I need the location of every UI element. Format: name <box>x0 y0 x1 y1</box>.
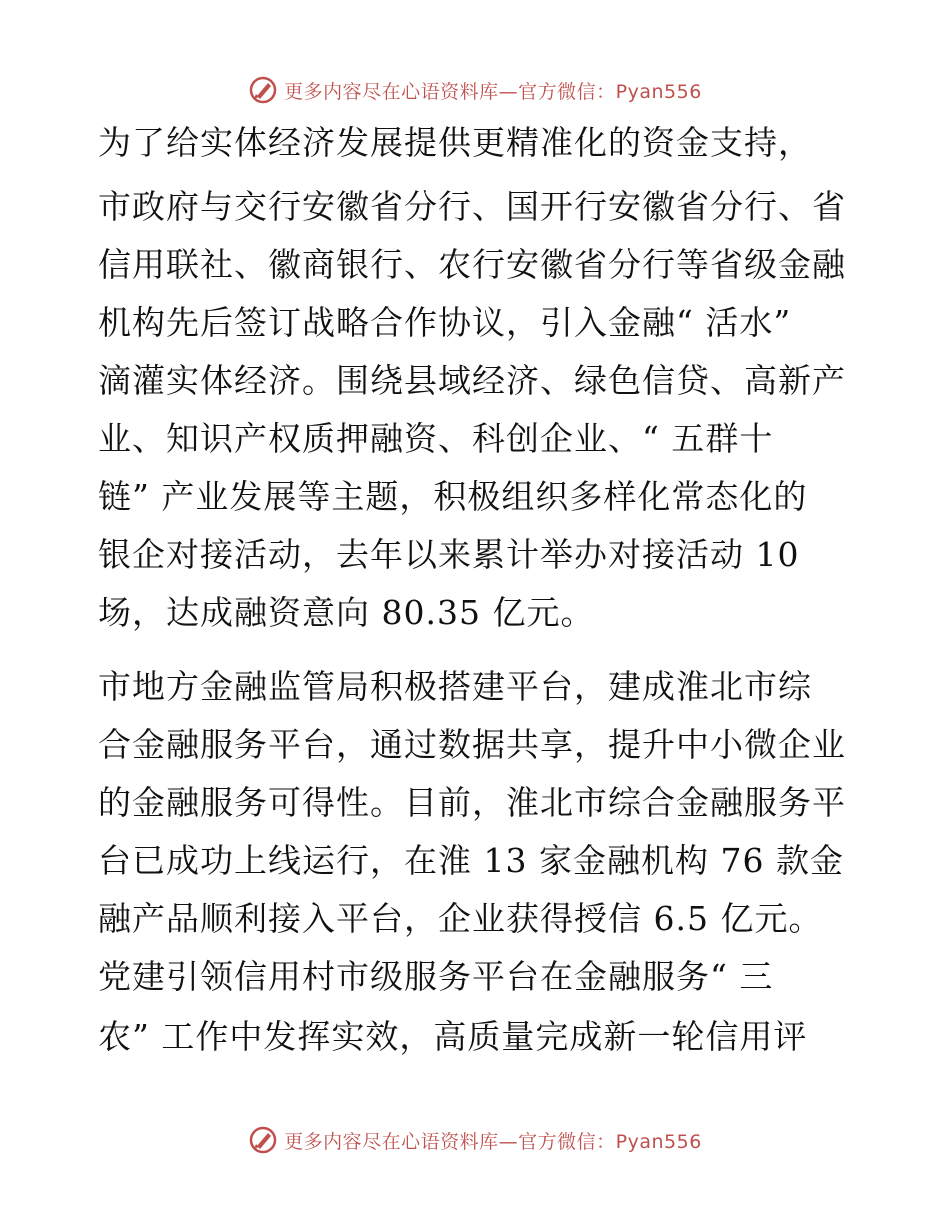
text-line: 滴灌实体经济。围绕县域经济、绿色信贷、高新产 <box>98 361 846 400</box>
text-line: 市政府与交行安徽省分行、国开行安徽省分行、省 <box>98 187 846 226</box>
text-line: 农” 工作中发挥实效，高质量完成新一轮信用评 <box>98 1017 808 1056</box>
text-line: 场，达成融资意向 80.35 亿元。 <box>98 593 595 632</box>
watermark-header <box>0 73 950 107</box>
text-line: 台已成功上线运行，在淮 13 家金融机构 76 款金 <box>98 841 844 880</box>
watermark-footer <box>0 1123 950 1157</box>
watermark-text: 更多内容尽在心语资料库—官方微信：Pyan556 <box>284 1130 702 1153</box>
text-line: 链” 产业发展等主题，积极组织多样化常态化的 <box>98 477 808 516</box>
text-line: 为了给实体经济发展提供更精准化的资金支持， <box>98 123 812 162</box>
text-line: 市地方金融监管局积极搭建平台，建成淮北市综 <box>98 667 812 706</box>
text-line: 融产品顺利接入平台，企业获得授信 6.5 亿元。 <box>98 899 823 938</box>
watermark-text: 更多内容尽在心语资料库—官方微信：Pyan556 <box>284 80 702 103</box>
text-line: 信用联社、徽商银行、农行安徽省分行等省级金融 <box>98 245 846 284</box>
text-line: 银企对接活动，去年以来累计举办对接活动 10 <box>98 535 800 574</box>
text-line: 机构先后签订战略合作协议，引入金融“ 活水” <box>98 303 792 342</box>
text-line: 的金融服务可得性。目前，淮北市综合金融服务平 <box>98 783 846 822</box>
text-line: 党建引领信用村市级服务平台在金融服务“ 三 <box>98 957 774 996</box>
pen-logo-icon <box>248 1125 278 1155</box>
text-line: 业、知识产权质押融资、科创企业、“ 五群十 <box>98 419 774 458</box>
pen-logo-icon <box>248 75 278 105</box>
text-line: 合金融服务平台，通过数据共享，提升中小微企业 <box>98 725 846 764</box>
